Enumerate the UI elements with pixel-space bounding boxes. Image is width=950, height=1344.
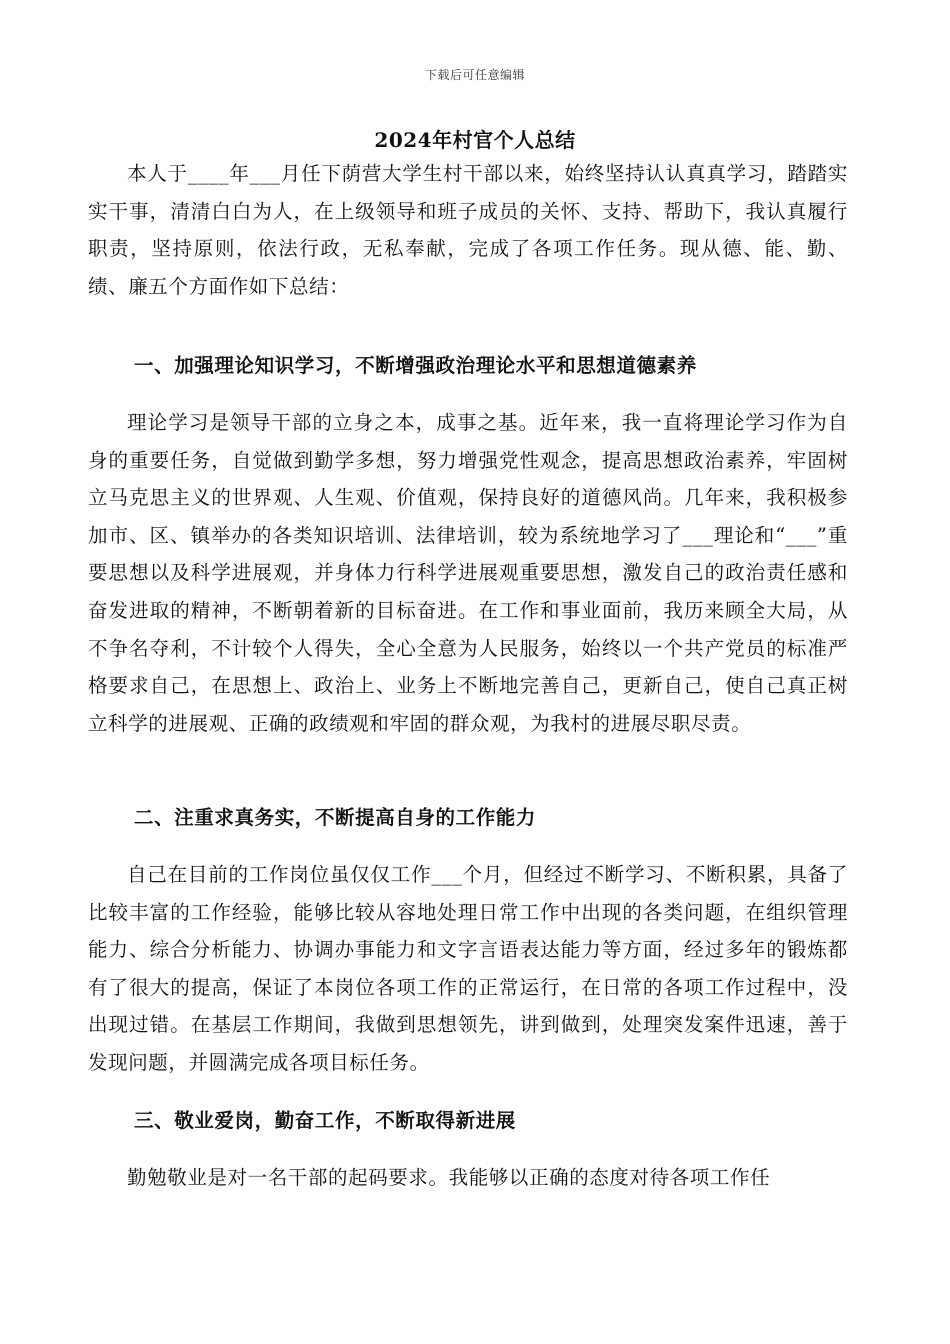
- section-heading-3: 三、敬业爱岗，勤奋工作，不断取得新进展: [134, 1109, 516, 1132]
- section-heading-2: 二、注重求真务实，不断提高自身的工作能力: [134, 806, 537, 829]
- section-1-paragraph: 理论学习是领导干部的立身之本，成事之基。近年来，我一直将理论学习作为自身的重要任务，自觉做到勤学多想，努力增强党性观念，提高思想政治素养，牢固树立马克思主义的世界观、人生观、价值观，保持良好的道德风尚。几年来，我积极参加市、区、镇举办的各类知识培训、法律培训，较为系统地学习了___理论和“___”重要思想以及科学进展观，并身体力行科学进展观重要思想，激发自己的政治责任感和奋发进取的精神，不断朝着新的目标奋进。在工作和事业面前，我历来顾全大局，从不争名夺利，不计较个人得失，全心全意为人民服务，始终以一个共产党员的标准严格要求自己，在思想上、政治上、业务上不断地完善自己，更新自己，使自己真正树立科学的进展观、正确的政绩观和牢固的群众观，为我村的进展尽职尽责。: [88, 411, 848, 735]
- section-heading-1: 一、加强理论知识学习，不断增强政治理论水平和思想道德素养: [134, 354, 697, 377]
- page-title: 2024年村官个人总结: [374, 128, 576, 152]
- header-note: 下载后可任意编辑: [424, 68, 525, 82]
- section-3-paragraph: 勤勉敬业是对一名干部的起码要求。我能够以正确的态度对待各项工作任: [127, 1166, 771, 1189]
- intro-paragraph: 本人于____年___月任下荫营大学生村干部以来，始终坚持认认真真学习，踏踏实实干事，清清白白为人，在上级领导和班子成员的关怀、支持、帮助下，我认真履行职责，坚持原则，依法行政，无私奉献，完成了各项工作任务。现从德、能、勤、绩、廉五个方面作如下总结：: [88, 162, 848, 298]
- section-2-paragraph: 自己在目前的工作岗位虽仅仅工作___个月，但经过不断学习、不断积累，具备了比较丰富的工作经验，能够比较从容地处理日常工作中出现的各类问题，在组织管理能力、综合分析能力、协调办事能力和文字言语表达能力等方面，经过多年的锻炼都有了很大的提高，保证了本岗位各项工作的正常运行，在日常的各项工作过程中，没出现过错。在基层工作期间，我做到思想领先，讲到做到，处理突发案件迅速，善于发现问题，并圆满完成各项目标任务。: [88, 863, 848, 1074]
